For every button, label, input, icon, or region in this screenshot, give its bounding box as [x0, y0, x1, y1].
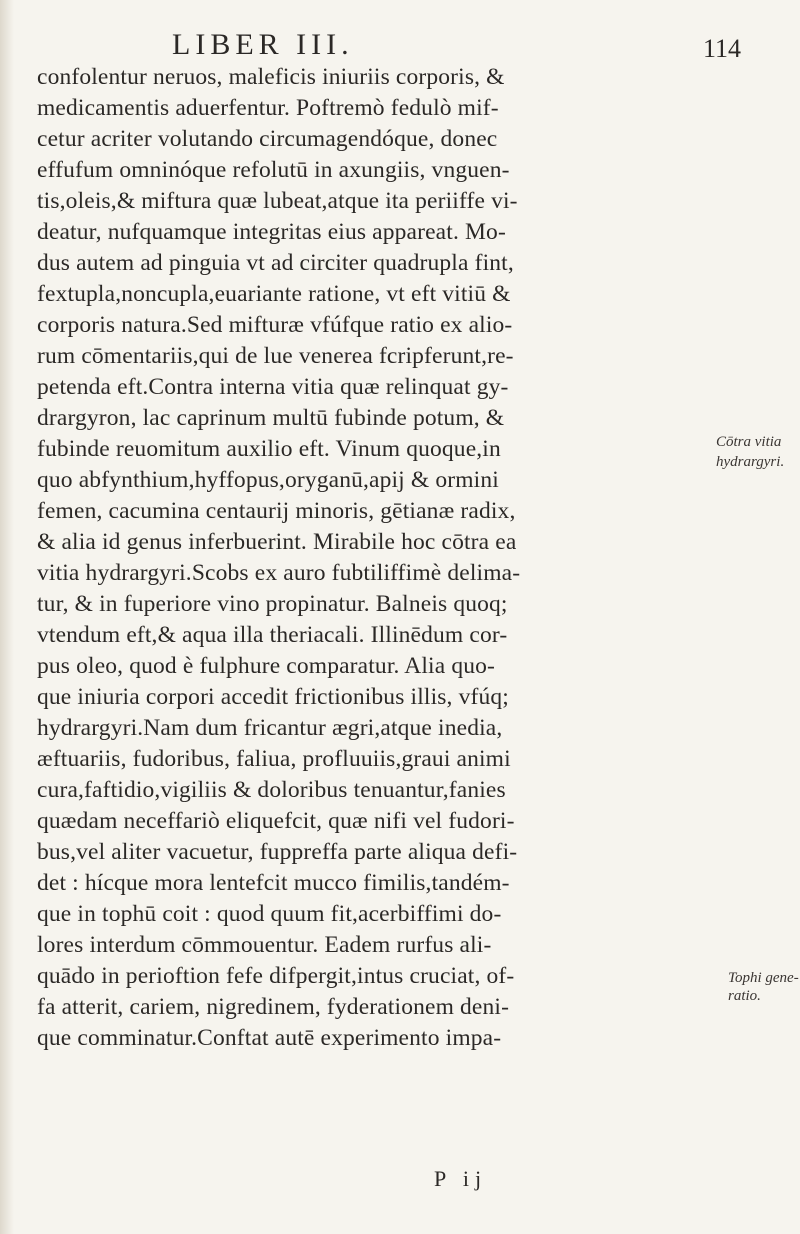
text-line: tur, & in fuperiore vino propinatur. Balneis quoq;	[37, 591, 508, 617]
text-line: det : hícque mora lentefcit mucco fimilis,tandém-	[37, 870, 510, 896]
text-line: que iniuria corpori accedit frictionibus illis, vfúq;	[37, 684, 509, 710]
text-line: æftuariis, fudoribus, faliua, profluuiis,graui animi	[37, 746, 511, 772]
text-line: deatur, nufquamque integritas eius appareat. Mo-	[37, 219, 506, 245]
text-line: quo abfynthium,hyffopus,oryganū,apij & ormini	[37, 467, 499, 493]
text-line: fubinde reuomitum auxilio eft. Vinum quoque,in	[37, 436, 501, 462]
marginal-note: Cōtra vitia	[716, 434, 782, 450]
text-line: tis,oleis,& miftura quæ lubeat,atque ita periiffe vi-	[37, 188, 518, 214]
marginal-note: ratio.	[728, 988, 761, 1004]
marginal-note: Tophi gene-	[728, 970, 799, 986]
text-line: petenda eft.Contra interna vitia quæ relinquat gy-	[37, 374, 509, 400]
text-line: que in tophū coit : quod quum fit,acerbiffimi do-	[37, 901, 502, 927]
text-line: effufum omninóque refolutū in axungiis, vnguen-	[37, 157, 510, 183]
text-line: & alia id genus inferbuerint. Mirabile hoc cōtra ea	[37, 529, 517, 555]
text-line: dus autem ad pinguia vt ad circiter quadrupla fint,	[37, 250, 514, 276]
text-line: vtendum eft,& aqua illa theriacali. Illinēdum cor-	[37, 622, 508, 648]
text-line: medicamentis aduerfentur. Poftremò fedulò mif-	[37, 95, 499, 121]
text-line: drargyron, lac caprinum multū fubinde potum, &	[37, 405, 505, 431]
text-line: fa atterit, cariem, nigredinem, fyderationem deni-	[37, 994, 510, 1020]
text-line: pus oleo, quod è fulphure comparatur. Alia quo-	[37, 653, 496, 679]
page-gutter	[0, 0, 14, 1234]
signature-mark: P ij	[434, 1166, 488, 1191]
text-line: bus,vel aliter vacuetur, fuppreffa parte aliqua defi-	[37, 839, 518, 865]
running-head: LIBER III.	[172, 28, 354, 61]
text-line: femen, cacumina centaurij minoris, gētianæ radix,	[37, 498, 516, 524]
text-line: quādo in perioftion fefe difpergit,intus cruciat, of-	[37, 963, 515, 989]
text-line: confolentur neruos, maleficis iniuriis corporis, &	[37, 64, 505, 90]
text-line: cura,faftidio,vigiliis & doloribus tenuantur,fanies	[37, 777, 506, 803]
text-line: corporis natura.Sed mifturæ vfúfque ratio ex alio-	[37, 312, 513, 338]
text-line: vitia hydrargyri.Scobs ex auro fubtiliffimè delima-	[37, 560, 521, 586]
text-line: quædam neceffariò eliquefcit, quæ nifi vel fudori-	[37, 808, 515, 834]
text-line: cetur acriter volutando circumagendóque, donec	[37, 126, 498, 152]
text-line: que comminatur.Conftat autē experimento impa-	[37, 1025, 502, 1051]
text-line: lores interdum cōmmouentur. Eadem rurfus ali-	[37, 932, 492, 958]
body-text	[37, 62, 757, 1054]
text-line: rum cōmentariis,qui de lue venerea fcripferunt,re-	[37, 343, 514, 369]
text-line: hydrargyri.Nam dum fricantur ægri,atque inedia,	[37, 715, 503, 741]
page-number: 114	[703, 34, 742, 63]
marginal-note: hydrargyri.	[716, 454, 785, 470]
text-line: fextupla,noncupla,euariante ratione, vt eft vitiū &	[37, 281, 511, 307]
